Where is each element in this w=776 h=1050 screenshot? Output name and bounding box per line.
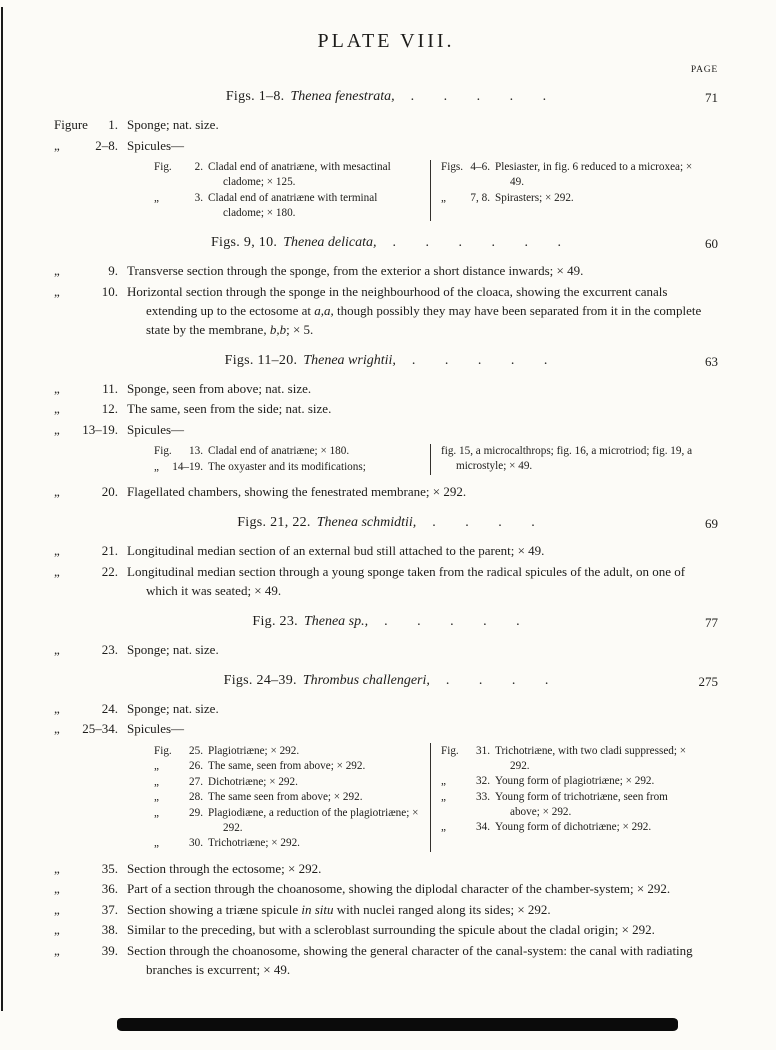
spicule-columns bbox=[154, 743, 710, 852]
scan-artifact-bar bbox=[117, 1018, 678, 1031]
entry-number: 38. bbox=[101, 922, 118, 937]
figs-label: Figs. 24–39. bbox=[223, 672, 297, 688]
column-item-label bbox=[154, 191, 208, 221]
column-item bbox=[154, 160, 420, 190]
section-heading bbox=[54, 672, 718, 690]
column-item-label-prefix: Fig. bbox=[154, 744, 172, 757]
entry-gutter bbox=[54, 136, 118, 155]
entry-number: 11. bbox=[102, 380, 118, 396]
entry-gutter bbox=[54, 859, 118, 878]
entry-marker: „ bbox=[54, 543, 60, 558]
entry-gutter bbox=[54, 261, 118, 280]
column-item bbox=[154, 790, 420, 805]
column-item-label-number: 4–6. bbox=[470, 161, 490, 173]
figure-entry bbox=[54, 379, 718, 398]
entry-marker: „ bbox=[54, 484, 60, 499]
column-item-text: Trichotriæne; × 292. bbox=[208, 837, 300, 849]
entry-number: 37. bbox=[101, 901, 118, 917]
entry-marker: „ bbox=[54, 922, 60, 937]
spicule-column-right bbox=[430, 160, 700, 222]
figure-entry bbox=[54, 482, 718, 501]
species-name: Thenea fenestrata, bbox=[290, 89, 395, 104]
figure-entry bbox=[54, 136, 718, 155]
entry-gutter bbox=[54, 379, 118, 398]
column-item-label-number: 34. bbox=[476, 821, 490, 833]
spicule-columns bbox=[154, 444, 710, 476]
column-item-label-number: 3. bbox=[194, 191, 203, 204]
column-item-label-number: 33. bbox=[476, 790, 490, 803]
entry-text: Horizontal section through the sponge in the neighbourhood of the cloaca, showing the excurrent canals extending up to the ectosome at a,a, though possibly they may have been separated from it in the complete state by the membrane, b,b; × 5. bbox=[127, 283, 702, 337]
sections bbox=[54, 88, 718, 979]
figure-entry bbox=[54, 562, 718, 600]
figs-label: Fig. 23. bbox=[252, 613, 298, 629]
column-item-label bbox=[441, 790, 495, 820]
column-item bbox=[154, 460, 420, 475]
section-heading bbox=[54, 88, 718, 106]
section-heading bbox=[54, 352, 718, 370]
scan-edge-line bbox=[1, 7, 3, 1011]
entry-number: 36. bbox=[101, 881, 118, 896]
figure-entry bbox=[54, 719, 718, 738]
column-item bbox=[154, 444, 420, 459]
species-name: Thrombus challengeri, bbox=[302, 672, 430, 688]
entry-number: 12. bbox=[101, 401, 118, 416]
page-number: 63 bbox=[705, 353, 718, 369]
figure-entry bbox=[54, 859, 718, 878]
column-item-text: Young form of dichotriæne; × 292. bbox=[495, 821, 652, 833]
entry-number: 25–34. bbox=[82, 721, 118, 736]
plate-section bbox=[54, 234, 718, 339]
entry-text: Longitudinal median section of an external bud still attached to the parent; × 49. bbox=[127, 543, 545, 558]
figure-entry bbox=[54, 879, 718, 898]
entry-number: 13–19. bbox=[82, 421, 118, 437]
entry-marker: „ bbox=[54, 641, 60, 657]
entry-gutter bbox=[54, 900, 118, 919]
species-name: Thenea delicata, bbox=[283, 235, 377, 250]
column-item-label-prefix: „ bbox=[154, 191, 159, 204]
column-item-label-prefix: „ bbox=[154, 837, 159, 849]
entry-marker: „ bbox=[54, 283, 60, 299]
entry-marker: „ bbox=[54, 263, 60, 278]
column-item-text: The oxyaster and its modifications; bbox=[208, 460, 366, 473]
entry-text: Sponge; nat. size. bbox=[127, 117, 219, 132]
column-item-label-prefix: „ bbox=[441, 821, 446, 833]
column-item-text: Dichotriæne; × 292. bbox=[208, 775, 298, 788]
entry-text: Part of a section through the choanosome, showing the diplodal character of the chamber-system; × 292. bbox=[127, 881, 671, 896]
column-item-label-number: 13. bbox=[189, 445, 203, 457]
column-item-label bbox=[441, 160, 495, 190]
entry-text: Transverse section through the sponge, from the exterior a short distance inwards; × 49. bbox=[127, 263, 584, 278]
dot-leaders: . . . . . bbox=[410, 89, 547, 104]
entry-gutter bbox=[54, 420, 118, 439]
species-name: Thenea schmidtii, bbox=[316, 515, 417, 530]
entry-number: 21. bbox=[101, 543, 118, 558]
column-item-label-number: 30. bbox=[189, 837, 203, 849]
entry-text: Section through the ectosome; × 292. bbox=[127, 860, 322, 876]
column-item-label-number: 31. bbox=[476, 744, 490, 757]
column-item-label bbox=[154, 836, 208, 851]
column-item-label bbox=[441, 191, 495, 206]
column-item bbox=[441, 774, 700, 789]
figure-entry bbox=[54, 541, 718, 560]
entry-gutter bbox=[54, 920, 118, 939]
section-heading bbox=[54, 234, 718, 252]
entry-text: Longitudinal median section through a young sponge taken from the radical spicules of the adult, on one of which it was seated; × 49. bbox=[127, 563, 686, 598]
plate-section bbox=[54, 88, 718, 221]
column-item-label-number: 14–19. bbox=[172, 460, 203, 473]
entry-text: Sponge, seen from above; nat. size. bbox=[127, 380, 312, 396]
column-item-label bbox=[441, 744, 495, 774]
entry-gutter bbox=[54, 541, 118, 560]
dot-leaders: . . . . bbox=[445, 672, 549, 688]
page-number: 71 bbox=[705, 90, 718, 105]
dot-leaders: . . . . . bbox=[384, 613, 520, 629]
column-item-text: The same seen from above; × 292. bbox=[208, 791, 363, 803]
column-item-label-prefix: Fig. bbox=[441, 744, 459, 757]
column-item-text: fig. 15, a microcalthrops; fig. 16, a microtriod; fig. 19, a microstyle; × 49. bbox=[441, 445, 693, 472]
column-item bbox=[441, 790, 700, 820]
entry-number: 20. bbox=[101, 484, 118, 499]
page-number: 275 bbox=[698, 673, 718, 689]
entry-number: 24. bbox=[101, 700, 118, 716]
entry-marker: „ bbox=[54, 860, 60, 876]
column-item-text: Plagiotriæne; × 292. bbox=[208, 744, 300, 757]
entry-number: 1. bbox=[108, 117, 118, 132]
entry-marker: „ bbox=[54, 901, 60, 917]
entry-marker: „ bbox=[54, 401, 60, 416]
column-item bbox=[154, 191, 420, 221]
column-item-label-number: 27. bbox=[189, 775, 203, 788]
figure-entry bbox=[54, 420, 718, 439]
figure-entry bbox=[54, 920, 718, 939]
column-item-label bbox=[154, 759, 208, 774]
entry-marker: „ bbox=[54, 721, 60, 736]
spicule-columns bbox=[154, 160, 710, 222]
plate-section bbox=[54, 514, 718, 600]
entry-text: Spicules— bbox=[127, 137, 185, 153]
entry-number: 23. bbox=[101, 641, 118, 657]
column-item-text: Young form of plagiotriæne; × 292. bbox=[495, 775, 655, 787]
figs-label: Figs. 1–8. bbox=[225, 89, 285, 104]
entry-text: Similar to the preceding, but with a scleroblast surrounding the spicule about the cladal origin; × 292. bbox=[127, 922, 655, 937]
column-item bbox=[441, 160, 700, 190]
column-item-label-prefix: „ bbox=[154, 460, 159, 473]
entry-number: 22. bbox=[101, 563, 118, 579]
column-item-text: The same, seen from above; × 292. bbox=[208, 760, 366, 772]
column-item-label bbox=[154, 460, 208, 475]
column-item-label-prefix: „ bbox=[441, 775, 446, 787]
column-item-label-prefix: „ bbox=[154, 806, 159, 819]
column-item-text: Trichotriæne, with two cladi suppressed; × 292. bbox=[495, 744, 687, 772]
column-item bbox=[154, 759, 420, 774]
entry-marker: „ bbox=[54, 380, 60, 396]
entry-marker: „ bbox=[54, 563, 60, 579]
entry-gutter bbox=[54, 879, 118, 898]
column-item-label-number: 32. bbox=[476, 775, 490, 787]
species-name: Thenea sp., bbox=[303, 613, 369, 629]
entry-marker: „ bbox=[54, 421, 60, 437]
figure-entry bbox=[54, 115, 718, 134]
column-item-label bbox=[154, 806, 208, 836]
entry-marker: „ bbox=[54, 881, 60, 896]
entry-number: 2–8. bbox=[95, 137, 118, 153]
column-item-label-number: 2. bbox=[194, 161, 203, 173]
section-heading bbox=[54, 613, 718, 631]
figs-label: Figs. 9, 10. bbox=[210, 235, 278, 250]
page-number: 60 bbox=[705, 236, 718, 251]
column-item bbox=[441, 191, 700, 206]
column-item-label-prefix: Fig. bbox=[154, 161, 172, 173]
entry-text: The same, seen from the side; nat. size. bbox=[127, 401, 332, 416]
column-item-label bbox=[154, 444, 208, 459]
dot-leaders: . . . . . bbox=[411, 352, 548, 368]
page-number: 77 bbox=[705, 614, 718, 630]
spicule-column-left bbox=[154, 444, 430, 476]
entry-text: Spicules— bbox=[127, 721, 185, 736]
spicule-column-right bbox=[430, 743, 700, 852]
column-item-label-prefix: Figs. bbox=[441, 161, 464, 173]
figure-entry bbox=[54, 900, 718, 919]
spicule-column-left bbox=[154, 160, 430, 222]
column-item-label-prefix: „ bbox=[441, 191, 446, 204]
entry-gutter bbox=[54, 562, 118, 600]
column-item-label-number: 7, 8. bbox=[470, 191, 490, 204]
figure-entry bbox=[54, 261, 718, 280]
column-item-label-number: 28. bbox=[189, 791, 203, 803]
column-item-label-prefix: „ bbox=[154, 760, 159, 772]
entry-gutter bbox=[54, 482, 118, 501]
column-item-label-prefix: „ bbox=[154, 791, 159, 803]
figs-label: Figs. 21, 22. bbox=[237, 515, 311, 530]
column-item-label-prefix: „ bbox=[154, 775, 159, 788]
figs-label: Figs. 11–20. bbox=[224, 352, 298, 368]
figure-entry bbox=[54, 941, 718, 979]
entry-text: Sponge; nat. size. bbox=[127, 700, 219, 716]
entry-number: 35. bbox=[101, 860, 118, 876]
column-item-text: Cladal end of anatriæne; × 180. bbox=[208, 445, 350, 457]
page-number: 69 bbox=[705, 516, 718, 531]
column-item-text: Spirasters; × 292. bbox=[495, 191, 574, 204]
entry-number: 39. bbox=[101, 942, 118, 958]
spicule-column-right bbox=[430, 444, 700, 476]
column-item-text: Cladal end of anatriæne, with mesactinal cladome; × 125. bbox=[208, 161, 391, 188]
entry-text: Sponge; nat. size. bbox=[127, 641, 219, 657]
plate-section bbox=[54, 672, 718, 979]
spicule-column-left bbox=[154, 743, 430, 852]
column-item-text: Plesiaster, in fig. 6 reduced to a microxea; × 49. bbox=[495, 161, 693, 188]
entry-marker: „ bbox=[54, 700, 60, 716]
entry-gutter bbox=[54, 941, 118, 979]
column-item-label-prefix: „ bbox=[441, 790, 446, 803]
plate-section bbox=[54, 613, 718, 659]
entry-gutter bbox=[54, 282, 118, 339]
column-item-label bbox=[441, 820, 495, 835]
column-item-label bbox=[154, 160, 208, 190]
plate-section bbox=[54, 352, 718, 502]
plate-title: PLATE VIII. bbox=[317, 30, 455, 52]
column-item bbox=[441, 744, 700, 774]
column-item-label-number: 29. bbox=[189, 806, 203, 819]
figure-entry bbox=[54, 282, 718, 339]
column-item-label bbox=[154, 790, 208, 805]
column-item-label-prefix: Fig. bbox=[154, 445, 172, 457]
entry-gutter bbox=[54, 640, 118, 659]
column-item-text: Young form of trichotriæne, seen from above; × 292. bbox=[495, 790, 668, 818]
entry-text: Flagellated chambers, showing the fenestrated membrane; × 292. bbox=[127, 484, 467, 499]
entry-marker: „ bbox=[54, 942, 60, 958]
entry-text: Section showing a triæne spicule in situ with nuclei ranged along its sides; × 292. bbox=[127, 901, 551, 917]
column-item bbox=[154, 836, 420, 851]
entry-text: Section through the choanosome, showing the general character of the canal-system: the canal with radiating branches is excurrent; × 49. bbox=[127, 942, 693, 977]
species-name: Thenea wrightii, bbox=[303, 352, 396, 368]
section-heading bbox=[54, 514, 718, 532]
figure-entry bbox=[54, 640, 718, 659]
column-item-label bbox=[154, 775, 208, 790]
column-item-label-number: 26. bbox=[189, 760, 203, 772]
entry-number: 9. bbox=[108, 263, 118, 278]
column-item bbox=[154, 806, 420, 836]
figure-entry bbox=[54, 699, 718, 718]
column-item-text: Cladal end of anatriæne with terminal cladome; × 180. bbox=[208, 191, 378, 219]
entry-gutter bbox=[54, 115, 118, 134]
column-item bbox=[154, 775, 420, 790]
column-item bbox=[441, 820, 700, 835]
dot-leaders: . . . . . . bbox=[392, 235, 562, 250]
entry-number: 10. bbox=[101, 283, 118, 299]
dot-leaders: . . . . bbox=[432, 515, 535, 530]
column-item-label bbox=[441, 774, 495, 789]
column-item-text: Plagiodiæne, a reduction of the plagiotriæne; × 292. bbox=[208, 806, 419, 834]
page-column-label: PAGE bbox=[690, 65, 718, 75]
entry-gutter bbox=[54, 699, 118, 718]
entry-gutter bbox=[54, 719, 118, 738]
entry-gutter bbox=[54, 399, 118, 418]
entry-marker: „ bbox=[54, 137, 60, 153]
entry-text: Spicules— bbox=[127, 421, 185, 437]
column-item bbox=[154, 744, 420, 759]
column-item-label bbox=[154, 744, 208, 759]
entry-marker: Figure bbox=[54, 117, 88, 132]
column-item bbox=[441, 444, 700, 474]
figure-entry bbox=[54, 399, 718, 418]
column-item-label-number: 25. bbox=[189, 744, 203, 757]
